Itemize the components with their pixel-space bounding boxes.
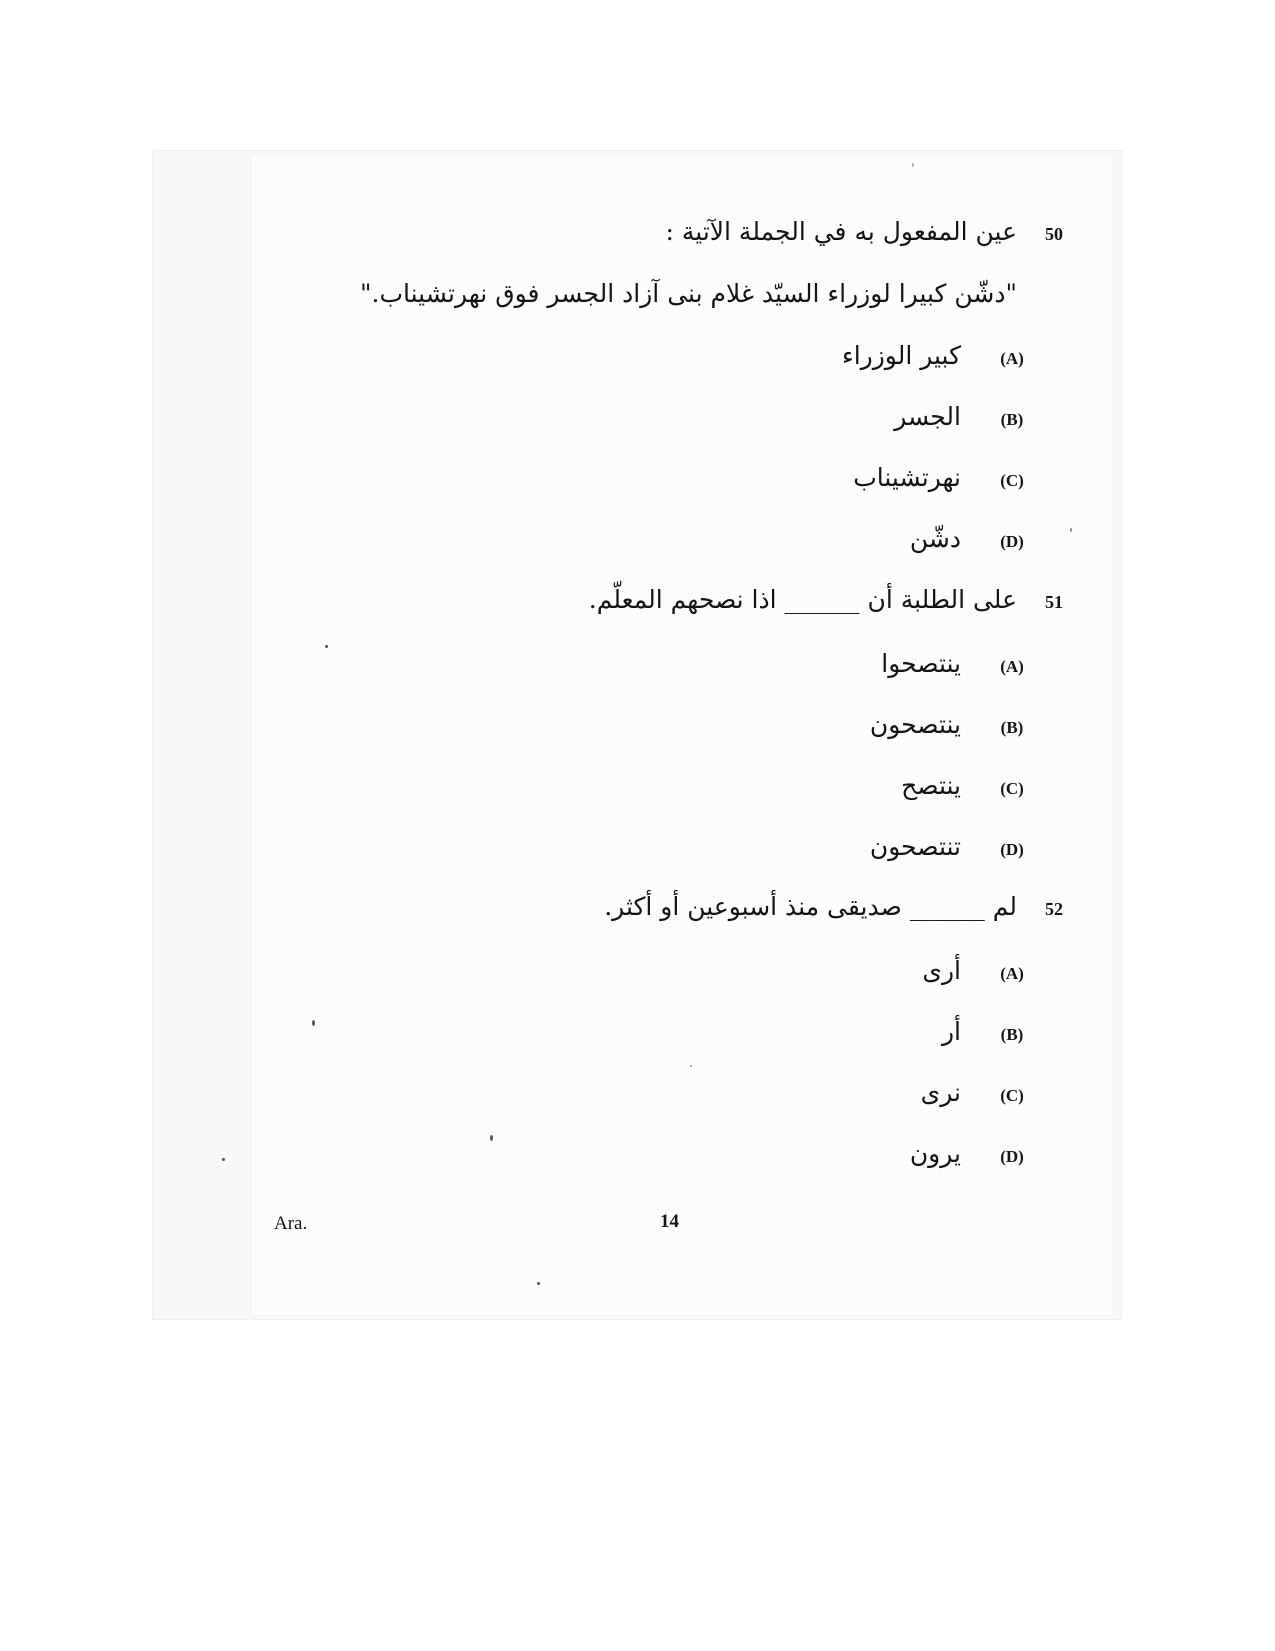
option-text: ينتصحون bbox=[869, 710, 961, 739]
scan-speck bbox=[222, 1158, 225, 1161]
question-line bbox=[325, 890, 1085, 926]
option-c[interactable] bbox=[325, 463, 1027, 524]
option-letter: (C) bbox=[1000, 779, 1024, 798]
question-text: على الطلبة أن ______ اذا نصحهم المعلّم. bbox=[588, 585, 1017, 614]
question-text: عين المفعول به في الجملة الآتية : bbox=[665, 217, 1017, 246]
option-letter: (C) bbox=[1000, 1086, 1024, 1105]
option-letter: (B) bbox=[1000, 410, 1024, 429]
scan-speck bbox=[1070, 528, 1072, 532]
options-list bbox=[325, 649, 1085, 893]
option-letter: (D) bbox=[1000, 532, 1024, 551]
option-b[interactable] bbox=[325, 1017, 1027, 1078]
option-text: كبير الوزراء bbox=[841, 341, 961, 370]
option-letter: (A) bbox=[1000, 657, 1024, 676]
question-text: لم ______ صديقى منذ أسبوعين أو أكثر. bbox=[604, 892, 1017, 921]
option-letter: (C) bbox=[1000, 471, 1024, 490]
option-d[interactable] bbox=[325, 524, 1027, 585]
question-number: 50 bbox=[1045, 224, 1063, 244]
option-a[interactable] bbox=[325, 341, 1027, 402]
question-quote: "دشّن كبيرا لوزراء السيّد غلام بنى آزاد الجسر فوق نهرتشيناب." bbox=[360, 279, 1017, 308]
question-52 bbox=[325, 890, 1085, 1200]
option-letter: (D) bbox=[1000, 1147, 1024, 1166]
options-list bbox=[325, 341, 1085, 585]
option-text: دشّن bbox=[909, 524, 961, 553]
option-d[interactable] bbox=[325, 832, 1027, 893]
option-c[interactable] bbox=[325, 771, 1027, 832]
option-a[interactable] bbox=[325, 649, 1027, 710]
option-c[interactable] bbox=[325, 1078, 1027, 1139]
option-text: الجسر bbox=[894, 402, 961, 431]
scan-speck bbox=[912, 163, 914, 167]
question-51 bbox=[325, 583, 1085, 893]
question-50 bbox=[325, 215, 1085, 585]
option-text: تنتصحون bbox=[869, 832, 961, 861]
question-line bbox=[325, 215, 1085, 251]
scan-speck bbox=[325, 645, 328, 648]
option-text: نهرتشيناب bbox=[853, 463, 961, 492]
scan-speck bbox=[690, 1065, 692, 1067]
option-text: ينتصح bbox=[901, 771, 961, 800]
option-text: أر bbox=[941, 1017, 961, 1046]
option-text: ينتصحوا bbox=[881, 649, 961, 678]
options-list bbox=[325, 956, 1085, 1200]
footer-page-number: 14 bbox=[660, 1211, 679, 1232]
option-d[interactable] bbox=[325, 1139, 1027, 1200]
question-line bbox=[325, 583, 1085, 619]
option-letter: (B) bbox=[1000, 1025, 1024, 1044]
option-text: أرى bbox=[922, 956, 961, 985]
scan-speck bbox=[537, 1282, 540, 1285]
option-letter: (B) bbox=[1000, 718, 1024, 737]
option-letter: (D) bbox=[1000, 840, 1024, 859]
option-a[interactable] bbox=[325, 956, 1027, 1017]
scan-speck bbox=[490, 1135, 493, 1141]
option-b[interactable] bbox=[325, 402, 1027, 463]
option-text: يرون bbox=[909, 1139, 961, 1168]
option-b[interactable] bbox=[325, 710, 1027, 771]
option-letter: (A) bbox=[1000, 964, 1024, 983]
footer-subject-code: Ara. bbox=[274, 1213, 308, 1234]
option-text: نرى bbox=[920, 1078, 961, 1107]
question-number: 51 bbox=[1045, 592, 1063, 612]
question-number: 52 bbox=[1045, 899, 1063, 919]
option-letter: (A) bbox=[1000, 349, 1024, 368]
scan-speck bbox=[312, 1020, 315, 1026]
